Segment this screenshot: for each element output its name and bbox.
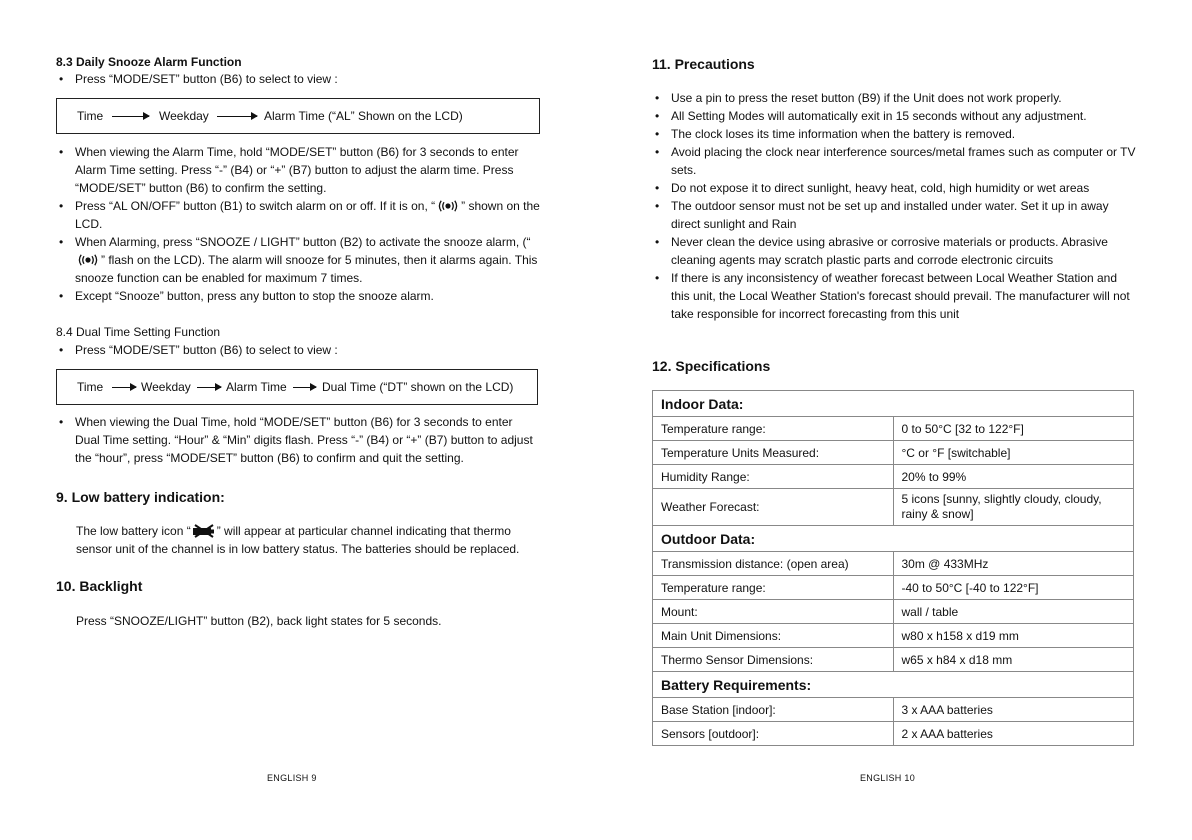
flow-item-alarm-time: Alarm Time (“AL” Shown on the LCD): [264, 109, 463, 123]
precautions-heading: 11. Precautions: [652, 56, 755, 72]
specs-heading: 12. Specifications: [652, 358, 771, 374]
spec-label: Main Unit Dimensions:: [653, 624, 894, 648]
backlight-text: Press “SNOOZE/LIGHT” button (B2), back light states for 5 seconds.: [76, 614, 442, 628]
list-item: • All Setting Modes will automatically exit in 15 seconds without any adjustment.: [652, 107, 1136, 125]
arrow-right-icon: [293, 387, 316, 388]
spec-label: Temperature Units Measured:: [653, 441, 894, 465]
spec-label: Transmission distance: (open area): [653, 552, 894, 576]
table-row: [653, 722, 1134, 746]
list-item: • Use a pin to press the reset button (B9) if the Unit does not work properly.: [652, 89, 1136, 107]
snooze-heading: 8.3 Daily Snooze Alarm Function: [56, 55, 242, 69]
spec-value: 3 x AAA batteries: [893, 698, 1134, 722]
dual-bullets: [56, 413, 540, 467]
precautions-list: [652, 89, 1136, 323]
table-row: [653, 465, 1134, 489]
dual-intro: • Press “MODE/SET” button (B6) to select to view :: [56, 341, 540, 359]
group-title-battery: Battery Requirements:: [653, 672, 1134, 698]
spec-value: 30m @ 433MHz: [893, 552, 1134, 576]
spec-value: w80 x h158 x d19 mm: [893, 624, 1134, 648]
battery-text-after: ” will appear at particular channel indicating that thermo sensor unit of the channel is in low battery status. The batteries should be replaced.: [76, 524, 520, 556]
dual-intro-list: [56, 341, 540, 359]
spec-label: Thermo Sensor Dimensions:: [653, 648, 894, 672]
list-item: • Never clean the device using abrasive or corrosive materials or products. Abrasive cleaning agents may scratch plastic parts and corrode electronic circuits: [652, 233, 1136, 269]
table-row: [653, 576, 1134, 600]
arrow-right-icon: [197, 387, 221, 388]
flow-item-alarm-time: Alarm Time: [226, 380, 287, 394]
list-item: [56, 197, 540, 233]
list-item: • When viewing the Dual Time, hold “MODE/SET” button (B6) for 3 seconds to enter Dual Time setting. “Hour” & “Min” digits flash. Press “-” (B4) or “+” (B7) button to adjust the “hour”, press “MODE/SET” button (B6) to confirm and quit the setting.: [56, 413, 540, 467]
table-row: [653, 600, 1134, 624]
spec-value: -40 to 50°C [-40 to 122°F]: [893, 576, 1134, 600]
battery-heading: 9. Low battery indication:: [56, 489, 225, 505]
snooze-text-before: When Alarming, press “SNOOZE / LIGHT” button (B2) to activate the snooze alarm, (“: [75, 235, 531, 249]
snooze-flow-box: [56, 98, 540, 134]
list-item: • The clock loses its time information when the battery is removed.: [652, 125, 1136, 143]
backlight-heading: 10. Backlight: [56, 578, 143, 594]
alarm-text-before: Press “AL ON/OFF” button (B1) to switch alarm on or off. If it is on, “: [75, 199, 436, 213]
right-page: [596, 0, 1192, 840]
spec-label: Temperature range:: [653, 417, 894, 441]
table-row: [653, 698, 1134, 722]
list-item: • When viewing the Alarm Time, hold “MODE/SET” button (B6) for 3 seconds to enter Alarm Time setting. Press “-” (B4) or “+” (B7) button to adjust the alarm time. Press “MODE/SET” button (B6) to confirm the setting.: [56, 143, 540, 197]
spec-value: 0 to 50°C [32 to 122°F]: [893, 417, 1134, 441]
list-item: • Avoid placing the clock near interference sources/metal frames such as computer or TV sets.: [652, 143, 1136, 179]
spec-value: 20% to 99%: [893, 465, 1134, 489]
spec-label: Sensors [outdoor]:: [653, 722, 894, 746]
snooze-bullets: [56, 143, 540, 305]
table-row: [653, 441, 1134, 465]
list-item: • Except “Snooze” button, press any button to stop the snooze alarm.: [56, 287, 540, 305]
snooze-text-after: ” flash on the LCD). The alarm will snooze for 5 minutes, then it alarms again. This snooze function can be enabled for maximum 7 times.: [75, 253, 538, 285]
spec-label: Temperature range:: [653, 576, 894, 600]
table-row: [653, 417, 1134, 441]
table-group-header: [653, 672, 1134, 698]
specifications-table: [652, 390, 1134, 746]
alarm-text-after: ” shown on the LCD.: [75, 199, 540, 231]
low-battery-icon: [191, 524, 217, 538]
spec-value: w65 x h84 x d18 mm: [893, 648, 1134, 672]
spec-value: 5 icons [sunny, slightly cloudy, cloudy, rainy & snow]: [893, 489, 1134, 526]
battery-text-before: The low battery icon “: [76, 524, 191, 538]
arrow-right-icon: [112, 116, 149, 117]
arrow-right-icon: [217, 116, 257, 117]
spec-label: Humidity Range:: [653, 465, 894, 489]
group-title-indoor: Indoor Data:: [653, 391, 1134, 417]
flow-item-time: Time: [77, 109, 104, 123]
list-item: [56, 233, 540, 287]
battery-text: [76, 522, 538, 558]
table-row: [653, 552, 1134, 576]
table-group-header: [653, 526, 1134, 552]
page-footer-left: ENGLISH 9: [267, 773, 317, 783]
group-title-outdoor: Outdoor Data:: [653, 526, 1134, 552]
flow-item-dual-time: Dual Time (“DT” shown on the LCD): [322, 380, 514, 394]
page-footer-right: ENGLISH 10: [860, 773, 916, 783]
list-item: • The outdoor sensor must not be set up and installed under water. Set it up in away direct sunlight and Rain: [652, 197, 1136, 233]
table-row: [653, 489, 1134, 526]
flow-item-weekday: Weekday: [141, 380, 191, 394]
spec-label: Mount:: [653, 600, 894, 624]
table-row: [653, 624, 1134, 648]
alarm-signal-icon: [435, 200, 461, 212]
list-item: • If there is any inconsistency of weather forecast between Local Weather Station and this unit, the Local Weather Station's forecast should prevail. The manufacturer will not take responsible for incorrect forecasting from this unit: [652, 269, 1136, 323]
flow-item-time: Time: [77, 380, 104, 394]
spec-value: °C or °F [switchable]: [893, 441, 1134, 465]
spec-value: 2 x AAA batteries: [893, 722, 1134, 746]
dual-heading: 8.4 Dual Time Setting Function: [56, 325, 221, 339]
spec-label: Base Station [indoor]:: [653, 698, 894, 722]
arrow-right-icon: [112, 387, 136, 388]
dual-flow-box: [56, 369, 538, 405]
flow-item-weekday: Weekday: [159, 109, 209, 123]
spec-label: Weather Forecast:: [653, 489, 894, 526]
snooze-intro: • Press “MODE/SET” button (B6) to select to view :: [56, 70, 540, 88]
alarm-signal-icon: [75, 254, 101, 266]
list-item: • Do not expose it to direct sunlight, heavy heat, cold, high humidity or wet areas: [652, 179, 1136, 197]
spec-value: wall / table: [893, 600, 1134, 624]
table-row: [653, 648, 1134, 672]
snooze-intro-list: [56, 70, 540, 88]
table-group-header: [653, 391, 1134, 417]
